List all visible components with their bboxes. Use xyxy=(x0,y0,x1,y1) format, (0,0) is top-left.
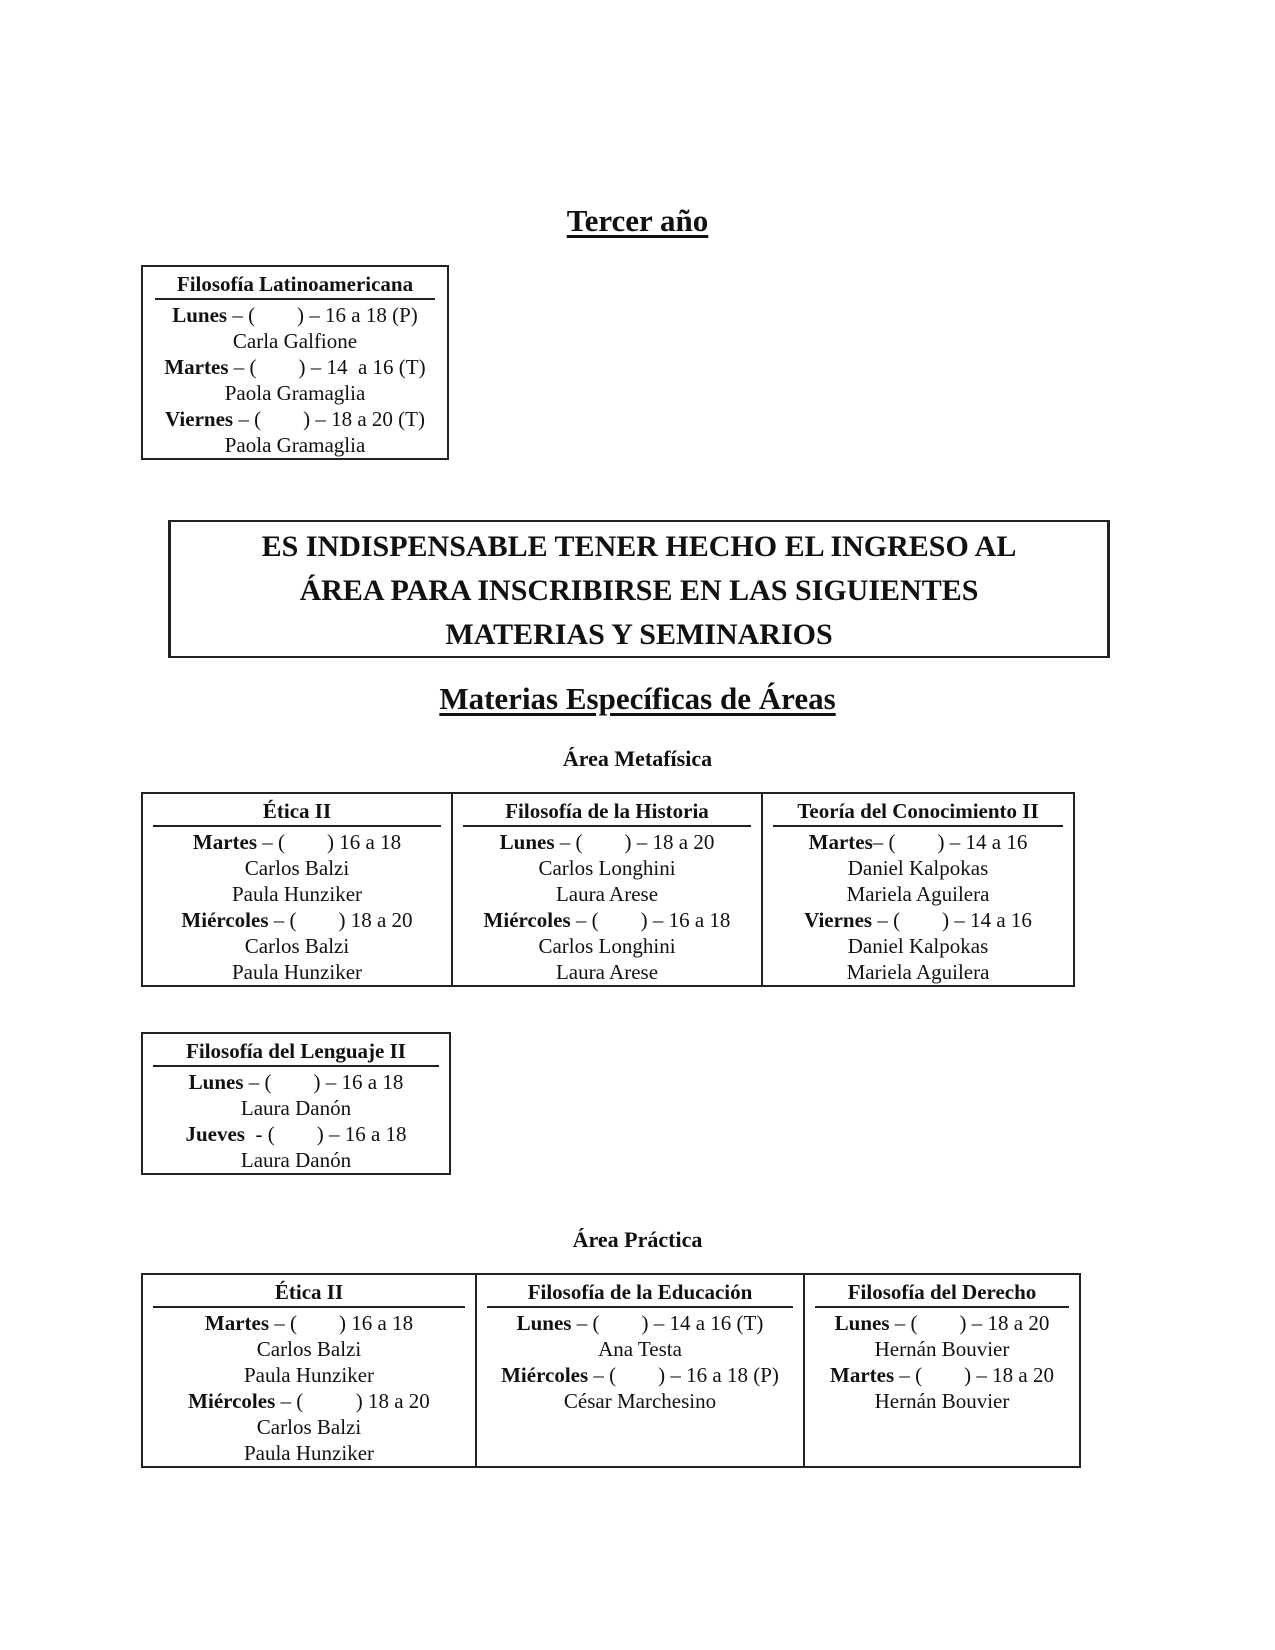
schedule-text: Carlos Balzi xyxy=(244,934,350,958)
day-label: Miércoles xyxy=(501,1363,589,1387)
schedule-lines xyxy=(153,1310,465,1466)
course-title: Filosofía Latinoamericana xyxy=(155,269,435,300)
schedule-text: Paula Hunziker xyxy=(231,960,363,984)
schedule-text: Hernán Bouvier xyxy=(874,1389,1010,1413)
course-title: Teoría del Conocimiento II xyxy=(773,796,1063,827)
schedule-lines xyxy=(155,302,435,458)
course-cell xyxy=(452,793,762,986)
day-label: Lunes xyxy=(516,1311,572,1335)
schedule-line xyxy=(463,829,751,855)
schedule-text: Mariela Aguilera xyxy=(846,882,990,906)
day-label: Miércoles xyxy=(188,1389,276,1413)
schedule-text: Daniel Kalpokas xyxy=(847,856,989,880)
day-label: Miércoles xyxy=(483,908,571,932)
schedule-text: Laura Arese xyxy=(555,960,659,984)
teacher-name xyxy=(463,933,751,959)
schedule-line xyxy=(155,406,435,432)
teacher-name xyxy=(463,959,751,985)
schedule-text: – ( ) – 16 a 18 (P) xyxy=(588,1363,779,1387)
schedule-text: Carlos Longhini xyxy=(538,934,676,958)
teacher-name xyxy=(487,1388,793,1414)
course-title: Filosofía de la Educación xyxy=(487,1277,793,1308)
teacher-name xyxy=(153,1414,465,1440)
course-title: Filosofía del Derecho xyxy=(815,1277,1069,1308)
teacher-name xyxy=(153,1147,439,1173)
course-cell xyxy=(762,793,1074,986)
teacher-name xyxy=(815,1388,1069,1414)
teacher-name xyxy=(773,959,1063,985)
schedule-lines xyxy=(153,829,441,985)
schedule-text: Daniel Kalpokas xyxy=(847,934,989,958)
teacher-name xyxy=(773,933,1063,959)
schedule-text: Carlos Longhini xyxy=(538,856,676,880)
schedule-text: – ( ) – 14 a 16 xyxy=(872,908,1032,932)
schedule-line xyxy=(487,1362,793,1388)
teacher-name xyxy=(153,1362,465,1388)
notice-line: ES INDISPENSABLE TENER HECHO EL INGRESO AL xyxy=(261,530,1017,563)
schedule-line xyxy=(153,1069,439,1095)
schedule-text: – ( ) – 18 a 20 xyxy=(889,1311,1050,1335)
day-label: Viernes xyxy=(165,407,234,431)
schedule-line xyxy=(153,1121,439,1147)
teacher-name xyxy=(155,380,435,406)
schedule-text: Paola Gramaglia xyxy=(224,433,366,457)
schedule-text: – ( ) – 16 a 18 xyxy=(243,1070,404,1094)
schedule-text: Paula Hunziker xyxy=(243,1363,375,1387)
teacher-name xyxy=(153,1336,465,1362)
schedule-text: – ( ) – 18 a 20 xyxy=(894,1363,1054,1387)
course-cell xyxy=(476,1274,804,1467)
teacher-name xyxy=(153,933,441,959)
schedule-line xyxy=(773,907,1063,933)
day-label: Martes xyxy=(808,830,873,854)
schedule-text: - ( ) – 16 a 18 xyxy=(244,1122,407,1146)
schedule-text: Laura Danón xyxy=(240,1148,352,1172)
teacher-name xyxy=(773,881,1063,907)
schedule-text: – ( ) – 14 a 16 (T) xyxy=(228,355,426,379)
teacher-name xyxy=(153,959,441,985)
schedule-text: – ( ) 18 a 20 xyxy=(268,908,413,932)
schedule-text: Carlos Balzi xyxy=(256,1337,362,1361)
course-title: Filosofía de la Historia xyxy=(463,796,751,827)
schedule-text: Carlos Balzi xyxy=(256,1415,362,1439)
schedule-text: – ( ) – 14 a 16 xyxy=(872,830,1028,854)
schedule-text: Paula Hunziker xyxy=(243,1441,375,1465)
teacher-name xyxy=(155,328,435,354)
teacher-name xyxy=(773,855,1063,881)
schedule-text: Laura Arese xyxy=(555,882,659,906)
day-label: Miércoles xyxy=(181,908,269,932)
schedule-lines xyxy=(153,1069,439,1173)
course-cell xyxy=(142,793,452,986)
day-label: Jueves xyxy=(185,1122,245,1146)
schedule-line xyxy=(773,829,1063,855)
schedule-text: – ( ) – 16 a 18 (P) xyxy=(227,303,418,327)
schedule-lines xyxy=(773,829,1063,985)
schedule-line xyxy=(155,354,435,380)
course-cell xyxy=(142,1033,450,1174)
day-label: Lunes xyxy=(188,1070,244,1094)
day-label: Martes xyxy=(192,830,258,854)
section-heading: Materias Específicas de Áreas xyxy=(439,681,836,716)
teacher-name xyxy=(487,1336,793,1362)
schedule-text: Carla Galfione xyxy=(232,329,358,353)
course-cell xyxy=(142,266,448,459)
schedule-text: Hernán Bouvier xyxy=(874,1337,1010,1361)
schedule-text: – ( ) 18 a 20 xyxy=(275,1389,430,1413)
schedule-lines xyxy=(487,1310,793,1414)
area-title: Área Metafísica xyxy=(562,746,713,771)
schedule-line xyxy=(815,1310,1069,1336)
schedule-text: – ( ) – 14 a 16 (T) xyxy=(571,1311,764,1335)
area-title: Área Práctica xyxy=(572,1227,703,1252)
table-area-practica xyxy=(141,1273,1081,1468)
schedule-text: Paola Gramaglia xyxy=(224,381,366,405)
schedule-text: Ana Testa xyxy=(598,1337,682,1361)
teacher-name xyxy=(815,1336,1069,1362)
notice-line: ÁREA PARA INSCRIBIRSE EN LAS SIGUIENTES xyxy=(299,574,979,607)
page-title: Tercer año xyxy=(566,203,709,238)
schedule-line xyxy=(155,302,435,328)
day-label: Martes xyxy=(830,1363,895,1387)
course-cell xyxy=(142,1274,476,1467)
schedule-text: César Marchesino xyxy=(563,1389,717,1413)
day-label: Viernes xyxy=(804,908,873,932)
schedule-line xyxy=(153,1310,465,1336)
day-label: Lunes xyxy=(172,303,228,327)
table-filosofia-latinoamericana xyxy=(141,265,449,460)
day-label: Martes xyxy=(164,355,229,379)
schedule-line xyxy=(153,907,441,933)
schedule-text: – ( ) – 16 a 18 xyxy=(570,908,731,932)
teacher-name xyxy=(153,881,441,907)
teacher-name xyxy=(153,1440,465,1466)
schedule-text: – ( ) 16 a 18 xyxy=(257,830,402,854)
teacher-name xyxy=(463,881,751,907)
table-area-metafisica xyxy=(141,792,1075,987)
notice-line: MATERIAS Y SEMINARIOS xyxy=(445,618,833,651)
schedule-lines xyxy=(463,829,751,985)
schedule-line xyxy=(815,1362,1069,1388)
table-filosofia-lenguaje xyxy=(141,1032,451,1175)
notice-box xyxy=(168,520,1110,658)
schedule-text: Laura Danón xyxy=(240,1096,352,1120)
teacher-name xyxy=(153,855,441,881)
schedule-text: – ( ) – 18 a 20 (T) xyxy=(233,407,425,431)
day-label: Martes xyxy=(204,1311,270,1335)
day-label: Lunes xyxy=(499,830,555,854)
schedule-line xyxy=(153,829,441,855)
schedule-line xyxy=(487,1310,793,1336)
teacher-name xyxy=(155,432,435,458)
course-title: Filosofía del Lenguaje II xyxy=(153,1036,439,1067)
schedule-text: Carlos Balzi xyxy=(244,856,350,880)
teacher-name xyxy=(153,1095,439,1121)
course-title: Ética II xyxy=(153,1277,465,1308)
course-cell xyxy=(804,1274,1080,1467)
course-title: Ética II xyxy=(153,796,441,827)
schedule-text: Paula Hunziker xyxy=(231,882,363,906)
schedule-line xyxy=(463,907,751,933)
schedule-text: – ( ) – 18 a 20 xyxy=(554,830,715,854)
schedule-text: Mariela Aguilera xyxy=(846,960,990,984)
schedule-text: – ( ) 16 a 18 xyxy=(269,1311,414,1335)
schedule-line xyxy=(153,1388,465,1414)
teacher-name xyxy=(463,855,751,881)
schedule-lines xyxy=(815,1310,1069,1414)
day-label: Lunes xyxy=(834,1311,890,1335)
